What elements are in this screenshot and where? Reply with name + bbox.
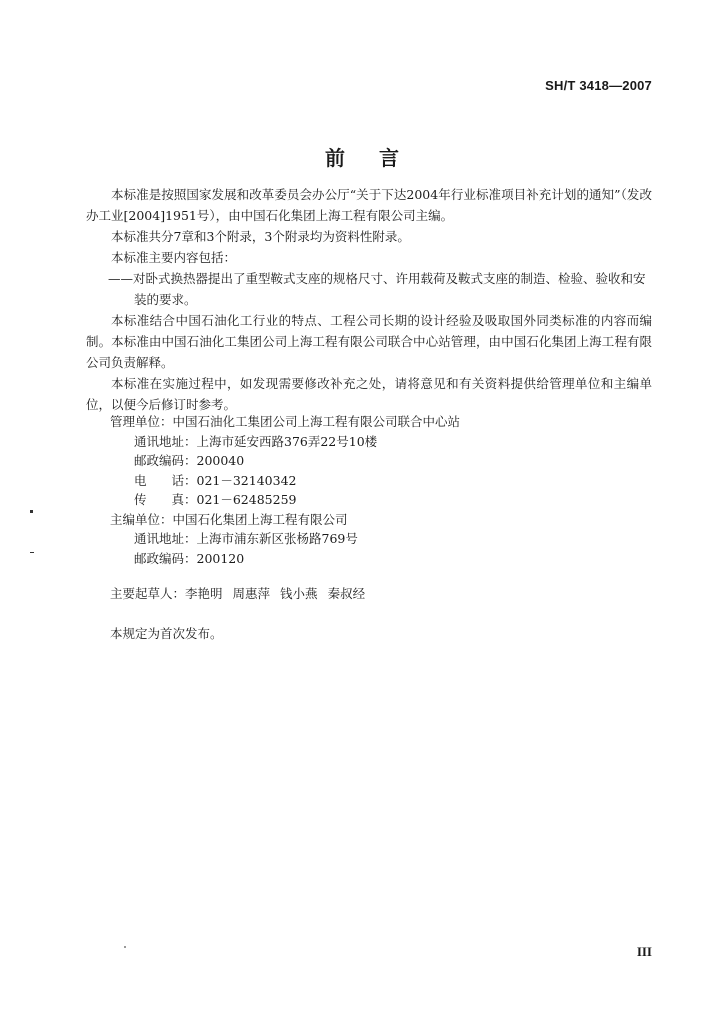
drafter-name: 秦叔经 — [327, 586, 366, 601]
scan-speck — [124, 946, 126, 948]
content-item-line1: ——对卧式换热器提出了重型鞍式支座的规格尺寸、许用载荷及鞍式支座的制造、检验、验收和安 — [108, 271, 646, 286]
paragraph-compilation: 本标准结合中国石油化工行业的特点、工程公司长期的设计经验及吸取国外同类标准的内容而编制。本标准由中国石油化工集团公司上海工程有限公司联合中心站管理，由中国石化集团上海工程有限公司负责解释。 — [86, 313, 652, 370]
standard-number: SH/T 3418—2007 — [545, 78, 652, 93]
drafters-label: 主要起草人： — [110, 586, 186, 601]
drafter-name: 钱小燕 — [280, 586, 318, 601]
scan-speck — [30, 552, 34, 553]
drafter-name: 周惠萍 — [232, 586, 271, 601]
management-unit: 管理单位：中国石油化工集团公司上海工程有限公司联合中心站 — [110, 414, 461, 429]
issued-note: 本规定为首次发布。 — [110, 626, 223, 641]
page-number: III — [636, 944, 652, 959]
editor-unit: 主编单位：中国石化集团上海工程有限公司 — [110, 511, 348, 527]
paragraph-feedback: 本标准在实施过程中，如发现需要修改补充之处，请将意见和有关资料提供给管理单位和主编单位，以便今后修订时参考。 — [86, 376, 652, 412]
content-item — [86, 268, 652, 289]
editor-address: 通讯地址：上海市浦东新区张杨路769号 — [134, 531, 358, 546]
management-phone: 电 话：021－32140342 — [134, 472, 297, 488]
management-fax: 传 真：021－62485259 — [134, 492, 297, 507]
paragraph-basis: 本标准是按照国家发展和改革委员会办公厅“关于下达2004年行业标准项目补充计划的通知”（发改办工业[2004]1951号），由中国石化集团上海工程有限公司主编。 — [86, 187, 652, 223]
content-item-continued — [86, 289, 652, 310]
drafters-line — [110, 584, 375, 602]
management-address: 通讯地址：上海市延安西路376弄22号10楼 — [134, 433, 378, 449]
editor-postcode: 邮政编码：200120 — [134, 550, 245, 566]
scan-speck — [30, 510, 33, 513]
foreword-body — [86, 184, 652, 415]
paragraph-structure: 本标准共分7章和3个附录，3个附录均为资料性附录。 — [111, 229, 410, 244]
content-item-line2: 装的要求。 — [134, 292, 197, 307]
paragraph-contents-intro: 本标准主要内容包括： — [111, 250, 237, 265]
management-postcode: 邮政编码：200040 — [134, 453, 245, 468]
page-title: 前言 — [325, 146, 433, 170]
drafter-name: 李艳明 — [185, 586, 223, 601]
contact-info — [110, 412, 460, 568]
